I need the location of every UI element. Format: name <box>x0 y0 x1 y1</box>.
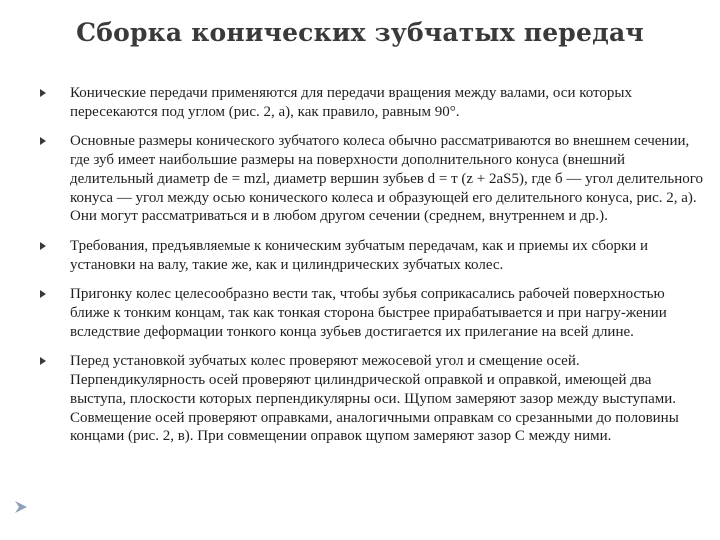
bullet-item <box>36 84 704 121</box>
triangle-bullet-icon <box>40 242 46 250</box>
bullet-text: Пригонку колес целесообразно вести так, чтобы зубья соприкасались рабочей поверхностью ближе к тонким концам, так как тонкая сторона быстрее прирабатывается и при нагру-жении вследствие деформации тонкого конца зубьев достигается их прилегание на всей длине. <box>70 286 667 340</box>
bullet-text: Конические передачи применяются для передачи вращения между валами, оси которых пересекаются под углом (рис. 2, а), как правило, равным 90°. <box>70 85 632 120</box>
triangle-bullet-icon <box>40 137 46 145</box>
bullet-text: Основные размеры конического зубчатого колеса обычно рассматриваются во внешнем сечении, где зуб имеет наибольшие размеры на поверхности дополнительного конуса (внешний делительный диаметр de = mzl, диаметр вершин зубьев d = т (z + 2aS5), где б — угол делительного конуса — угол между осью конического колеса и образующей его делительного конуса, рис. 2, а). Они могут рассматриваться и в любом другом сечении (среднем, внутреннем и др.). <box>70 133 704 225</box>
bullet-item <box>36 237 704 274</box>
bullet-item <box>36 132 704 226</box>
slide-corner-arrow-icon <box>12 498 30 516</box>
bullet-text: Требования, предъявляемые к коническим зубчатым передачам, как и приемы их сборки и установки на валу, такие же, как и цилиндрических зубчатых колес. <box>70 237 649 273</box>
bullet-item <box>36 352 704 446</box>
slide-title: Сборка конических зубчатых передач <box>76 18 644 47</box>
bullet-list <box>36 84 704 457</box>
bullet-item <box>36 285 704 341</box>
bullet-text: Перед установкой зубчатых колес проверяют межосевой угол и смещение осей. Перпендикулярность осей проверяют цилиндрической оправкой и оправкой, имеющей два выступа, плоскости которых перпендикулярны оси. Щупом замеряют зазор между выступами. Совмещение осей проверяют оправками, аналогичными оправкам со срезанными до половины концами (рис. 2, в). При совмещении оправок щупом замеряют зазор С между ними. <box>70 353 679 445</box>
triangle-bullet-icon <box>40 89 46 97</box>
triangle-bullet-icon <box>40 357 46 365</box>
triangle-bullet-icon <box>40 290 46 298</box>
